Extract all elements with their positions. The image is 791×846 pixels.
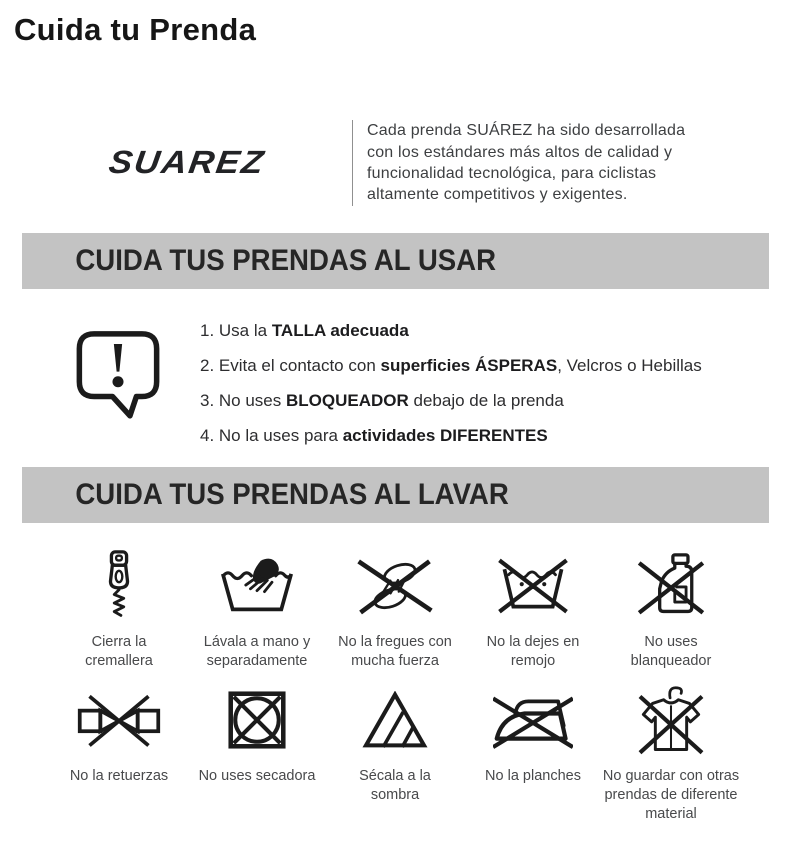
care-icon-label: No uses blanqueador: [630, 634, 712, 669]
page-title: Cuida tu Prenda: [14, 12, 257, 47]
care-instruction: [326, 548, 464, 671]
usage-item-4: 4. No la uses para actividades DIFERENTES: [200, 426, 548, 445]
care-instruction: [464, 682, 602, 824]
care-icon-label: No la fregues con mucha fuerza: [338, 634, 452, 669]
care-icon-label: No la dejes en remojo: [486, 634, 580, 669]
care-instruction: [188, 548, 326, 671]
shade-dry-icon: [362, 682, 428, 758]
hand-wash-icon: [219, 548, 295, 624]
care-icon-label: No la planches: [485, 768, 581, 784]
suarez-logo: SUAREZ: [106, 144, 268, 181]
care-instruction: [188, 682, 326, 824]
zipper-icon: [98, 548, 140, 624]
no-scrub-icon: [355, 548, 435, 624]
usage-item-1: 1. Usa la TALLA adecuada: [200, 321, 409, 340]
care-icons-row-2: [50, 682, 740, 824]
care-instruction: [50, 682, 188, 824]
no-iron-icon: [493, 682, 573, 758]
section-banner-lavar: [22, 467, 769, 523]
usage-item-2: 2. Evita el contacto con superficies ÁSPERAS, Velcros o Hebillas: [200, 356, 702, 375]
care-instruction: [464, 548, 602, 671]
care-instruction: [326, 682, 464, 824]
care-usage-list: [200, 320, 702, 460]
care-icon-label: Lávala a mano y separadamente: [203, 634, 311, 669]
care-instruction: [602, 548, 740, 671]
exclamation-speech-bubble-icon: [72, 328, 164, 430]
no-tumble-dry-icon: [228, 682, 286, 758]
no-bleach-icon: [637, 548, 705, 624]
care-icon-label: No guardar con otras prendas de diferente material: [602, 768, 740, 822]
brand-description: Cada prenda SUÁREZ ha sido desarrollada con los estándares más altos de calidad y funcionalidad tecnológica, para ciclistas altamente competitivos y exigentes.: [367, 122, 686, 204]
care-icon-label: Cierra la cremallera: [85, 634, 153, 669]
usage-item-3: 3. No uses BLOQUEADOR debajo de la prenda: [200, 391, 564, 410]
no-soak-icon: [497, 548, 569, 624]
section-heading: CUIDA TUS PRENDAS AL LAVAR: [75, 478, 509, 511]
care-icon-label: No la retuerzas: [69, 768, 169, 784]
no-wring-icon: [76, 682, 162, 758]
care-icons-row-1: [50, 548, 740, 671]
section-heading: CUIDA TUS PRENDAS AL USAR: [75, 244, 497, 277]
care-icon-label: No uses secadora: [198, 768, 316, 784]
brand-header: [22, 120, 769, 206]
care-instruction: [602, 682, 740, 824]
no-mixed-storage-icon: [636, 682, 706, 758]
care-icon-label: Sécala a la sombra: [359, 768, 431, 803]
usage-instructions: [72, 318, 702, 460]
section-banner-usar: [22, 233, 769, 289]
care-instruction: [50, 548, 188, 671]
